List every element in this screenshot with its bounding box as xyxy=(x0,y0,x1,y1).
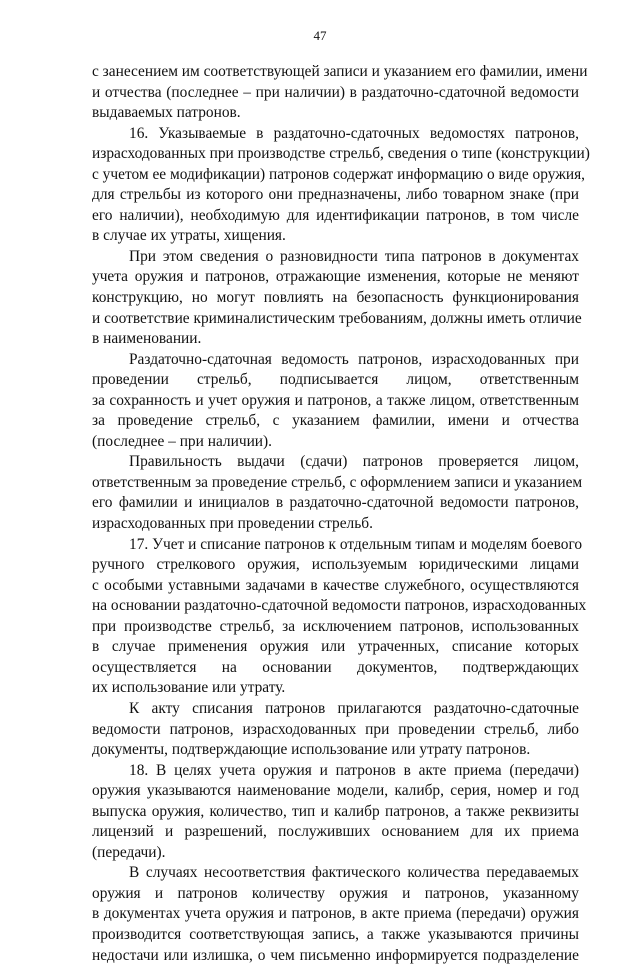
text-line: конструкцию, но могут повлиять на безопасность функционирования xyxy=(92,289,579,307)
text-line: ручного стрелкового оружия, используемым юридическими лицами xyxy=(92,556,579,574)
text-line: за проведение стрельб, с указанием фамилии, имени и отчества xyxy=(92,412,579,430)
text-line: оружия и патронов количеству оружия и патронов, указанному xyxy=(92,884,579,902)
text-line: проведении стрельб, подписывается лицом, ответственным xyxy=(92,371,579,389)
text-line: в наименовании. xyxy=(92,330,202,348)
text-line: учета оружия и патронов, отражающие изменения, которые не меняют xyxy=(92,268,579,286)
text-line: израсходованных при производстве стрельб, сведения о типе (конструкции) xyxy=(92,145,590,163)
text-line: для стрельбы из которого они предназначены, либо товарном знаке (при xyxy=(92,186,579,204)
text-line: В случаях несоответствия фактического количества передаваемых xyxy=(129,864,579,882)
text-line: израсходованных при проведении стрельб. xyxy=(92,515,373,533)
text-line: с занесением им соответствующей записи и указанием его фамилии, имени xyxy=(92,63,588,80)
text-line: их использование или утрату. xyxy=(92,679,286,697)
text-line: Раздаточно-сдаточная ведомость патронов, израсходованных при xyxy=(129,350,579,368)
page-number: 47 xyxy=(313,28,327,43)
text-line: выдаваемых патронов. xyxy=(92,104,241,122)
text-line: документы, подтверждающие использование или утрату патронов. xyxy=(92,741,531,759)
text-line: (последнее – при наличии). xyxy=(92,432,273,450)
text-line: 17. Учет и списание патронов к отдельным типам и моделям боевого xyxy=(129,535,583,553)
text-line: в документах учета оружия и патронов, в акте приема (передачи) оружия xyxy=(92,905,579,923)
text-line: (передачи). xyxy=(92,843,166,861)
text-line: оружия указываются наименование модели, калибр, серия, номер и год xyxy=(92,782,579,800)
text-line: ответственным за проведение стрельб, с оформлением записи и указанием xyxy=(92,473,583,491)
text-line: Правильность выдачи (сдачи) патронов проверяется лицом, xyxy=(129,453,579,471)
text-line: при производстве стрельб, за исключением патронов, использованных xyxy=(92,617,579,635)
document-body xyxy=(92,62,590,966)
text-line: ведомости патронов, израсходованных при проведении стрельб, либо xyxy=(92,720,579,738)
text-line: 18. В целях учета оружия и патронов в акте приема (передачи) xyxy=(129,761,579,779)
text-line: При этом сведения о разновидности типа патронов в документах xyxy=(129,247,579,265)
text-line: лицензий и разрешений, послуживших основанием для их приема xyxy=(92,823,579,841)
text-line: в случае их утраты, хищения. xyxy=(92,227,286,245)
text-line: в случае применения оружия или утраченных, списание которых xyxy=(92,638,579,656)
text-line: за сохранность и учет оружия и патронов, а также лицом, ответственным xyxy=(92,391,579,409)
text-line: его фамилии и инициалов в раздаточно-сдаточной ведомости патронов, xyxy=(92,494,579,512)
text-line: и отчества (последнее – при наличии) в раздаточно-сдаточной ведомости xyxy=(92,83,579,101)
text-line: 16. Указываемые в раздаточно-сдаточных ведомостях патронов, xyxy=(129,124,579,142)
text-line: его наличии), необходимую для идентификации патронов, в том числе xyxy=(92,206,579,224)
text-line: осуществляется на основании документов, подтверждающих xyxy=(92,658,579,676)
text-line: на основании раздаточно-сдаточной ведомости патронов, израсходованных xyxy=(92,597,587,615)
text-line: выпуска оружия, количество, тип и калибр патронов, а также реквизиты xyxy=(92,802,579,820)
text-line: недостачи или излишка, о чем письменно информируется подразделение xyxy=(92,946,579,964)
text-line: с учетом ее модификации) патронов содержат информацию о виде оружия, xyxy=(92,165,586,183)
text-line: К акту списания патронов прилагаются раздаточно-сдаточные xyxy=(129,699,579,717)
text-line: производится соответствующая запись, а также указываются причины xyxy=(92,925,579,943)
text-line: и соответствие криминалистическим требованиям, должны иметь отличие xyxy=(92,309,582,327)
text-line: с особыми уставными задачами в качестве служебного, осуществляются xyxy=(92,576,579,594)
